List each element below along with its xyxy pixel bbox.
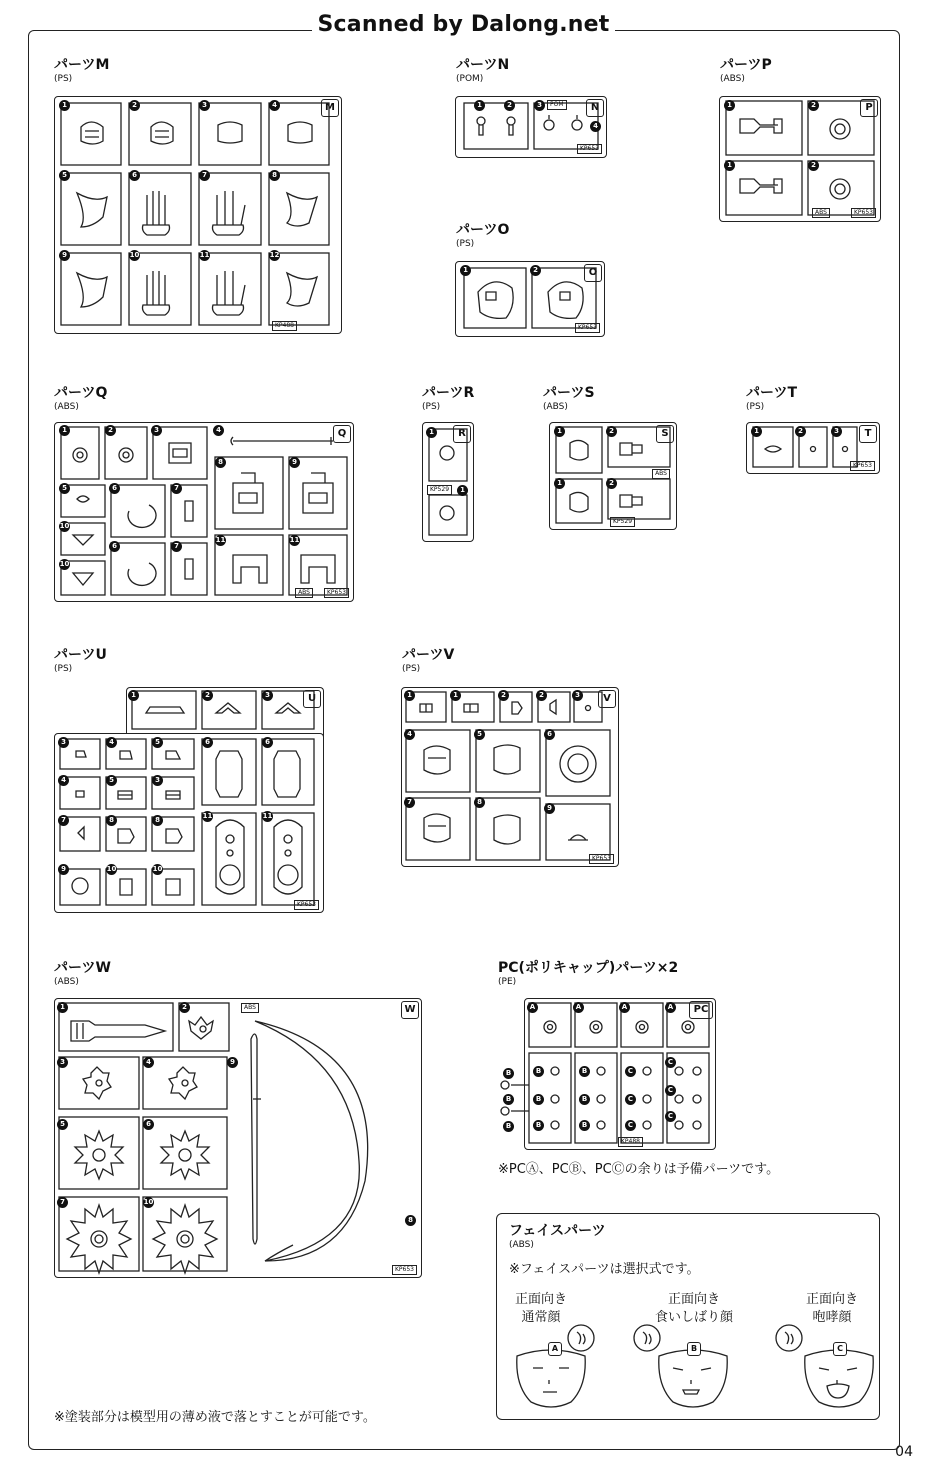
part-letter: A <box>527 1002 538 1013</box>
part-number: 3 <box>57 1057 68 1068</box>
part-number: 7 <box>58 815 69 826</box>
part-number: 4 <box>58 775 69 786</box>
part-number: 2 <box>536 690 547 701</box>
part-letter: C <box>625 1066 636 1077</box>
part-number: 1 <box>57 1002 68 1013</box>
face-option-a-line1: 正面向き <box>514 1292 567 1307</box>
face-option-b-line2: 食いしばり顔 <box>654 1310 733 1325</box>
part-number: 10 <box>59 560 70 568</box>
section-n-material: (POM) <box>456 74 484 84</box>
paint-removal-note: ※塗装部分は模型用の薄め液で落とすことが可能です。 <box>54 1410 376 1425</box>
section-pc-title: PC(ポリキャップ)パーツ×2 <box>498 960 679 976</box>
part-number: 8 <box>152 815 163 826</box>
page-number: 04 <box>895 1444 913 1460</box>
part-number: 11 <box>215 536 226 544</box>
face-parts-box <box>496 1213 880 1420</box>
part-number: 4 <box>269 100 280 111</box>
part-number: 1 <box>59 100 70 111</box>
part-number: 2 <box>498 690 509 701</box>
section-u-title: パーツU <box>54 647 107 663</box>
part-number: 6 <box>143 1119 154 1130</box>
part-number: 4 <box>106 737 117 748</box>
part-number: 1 <box>474 100 485 111</box>
part-letter: B <box>533 1094 544 1105</box>
part-number: 7 <box>404 797 415 808</box>
runner-s-abs-label: ABS <box>652 469 670 479</box>
part-number: 1 <box>59 425 70 436</box>
part-number: 2 <box>808 100 819 111</box>
part-number: 11 <box>289 536 300 544</box>
section-q-material: (ABS) <box>54 402 79 412</box>
runner-n-tag: N <box>586 99 604 117</box>
part-number: 8 <box>215 457 226 468</box>
part-number: 10 <box>59 522 70 530</box>
part-number: 4 <box>404 729 415 740</box>
runner-s-code: KP529 <box>610 517 635 527</box>
part-number: 2 <box>129 100 140 111</box>
runner-t-tag: T <box>859 425 877 443</box>
part-number: 8 <box>474 797 485 808</box>
part-number: 5 <box>152 737 163 748</box>
part-number: 7 <box>57 1197 68 1208</box>
part-number: 6 <box>544 729 555 740</box>
runner-q <box>54 422 354 602</box>
runner-u-tag: U <box>303 690 321 708</box>
part-number: 3 <box>831 426 842 437</box>
part-letter: B <box>503 1068 514 1079</box>
runner-p-tag: P <box>860 99 878 117</box>
part-number: 2 <box>179 1002 190 1013</box>
part-number: 6 <box>129 170 140 181</box>
part-number: 3 <box>572 690 583 701</box>
runner-r <box>422 422 474 542</box>
part-letter: B <box>579 1094 590 1105</box>
runner-t-parts <box>747 423 879 473</box>
runner-m-tag: M <box>321 99 339 117</box>
section-r-material: (PS) <box>422 402 441 412</box>
part-number: 3 <box>151 425 162 436</box>
section-q-title: パーツQ <box>54 385 108 401</box>
runner-w-code: KP653 <box>392 1265 417 1275</box>
part-number: 5 <box>106 775 117 786</box>
section-s-material: (ABS) <box>543 402 568 412</box>
face-option-b-line1: 正面向き <box>667 1292 720 1307</box>
part-number: 10 <box>143 1198 154 1206</box>
part-number: 8 <box>405 1215 416 1226</box>
face-b-letter: B <box>687 1342 701 1356</box>
part-number: 11 <box>202 812 213 820</box>
section-t-title: パーツT <box>746 385 797 401</box>
section-u-material: (PS) <box>54 664 73 674</box>
part-letter: B <box>503 1094 514 1105</box>
part-letter: B <box>533 1120 544 1131</box>
runner-n-pom-label: POM <box>547 100 567 110</box>
runner-m-parts <box>55 97 341 333</box>
part-number: 6 <box>109 541 120 552</box>
part-number: 1 <box>554 478 565 489</box>
face-illustrations <box>497 1214 879 1419</box>
section-n-title: パーツN <box>456 57 510 73</box>
part-number: 6 <box>202 737 213 748</box>
part-number: 1 <box>426 427 437 438</box>
part-number: 1 <box>724 100 735 111</box>
part-number: 5 <box>59 170 70 181</box>
runner-p <box>719 96 881 222</box>
part-number: 1 <box>457 485 468 496</box>
section-m-title: パーツM <box>54 57 110 73</box>
part-number: 7 <box>171 483 182 494</box>
part-number: 3 <box>58 737 69 748</box>
part-number: 3 <box>534 100 545 111</box>
section-p-title: パーツP <box>720 57 772 73</box>
face-parts-material: (ABS) <box>509 1240 534 1250</box>
part-number: 2 <box>105 425 116 436</box>
part-number: 11 <box>199 251 210 259</box>
section-o-material: (PS) <box>456 239 475 249</box>
part-letter: B <box>503 1121 514 1132</box>
part-number: 1 <box>751 426 762 437</box>
section-w-material: (ABS) <box>54 977 79 987</box>
part-number: 3 <box>262 690 273 701</box>
runner-u-parts <box>54 687 322 911</box>
runner-u-code: KP653 <box>294 900 319 910</box>
runner-p-abs-label: ABS <box>812 208 830 218</box>
runner-n <box>455 96 607 158</box>
part-number: 12 <box>269 251 280 259</box>
runner-q-abs-label: ABS <box>295 588 313 598</box>
part-number: 6 <box>262 737 273 748</box>
banner-text: Scanned by Dalong.net <box>312 12 616 37</box>
part-letter: C <box>665 1111 676 1122</box>
pc-spare-note: ※PCⒶ、PCⒷ、PCⒸの余りは予備パーツです。 <box>498 1162 780 1177</box>
runner-w <box>54 998 422 1278</box>
part-number: 8 <box>269 170 280 181</box>
runner-v-tag: V <box>598 690 616 708</box>
part-letter: A <box>619 1002 630 1013</box>
part-letter: C <box>665 1057 676 1068</box>
runner-o <box>455 261 605 337</box>
part-letter: A <box>573 1002 584 1013</box>
runner-t <box>746 422 880 474</box>
runner-q-tag: Q <box>333 425 351 443</box>
part-number: 9 <box>227 1057 238 1068</box>
part-number: 4 <box>143 1057 154 1068</box>
runner-w-parts <box>55 999 421 1277</box>
runner-r-parts <box>423 423 473 541</box>
part-number: 1 <box>450 690 461 701</box>
part-number: 10 <box>129 251 140 259</box>
part-number: 2 <box>530 265 541 276</box>
part-number: 2 <box>606 426 617 437</box>
part-number: 1 <box>554 426 565 437</box>
part-letter: B <box>579 1120 590 1131</box>
part-number: 9 <box>59 250 70 261</box>
runner-pc-code: KP488 <box>618 1137 643 1147</box>
face-a-letter: A <box>548 1342 562 1356</box>
section-o-title: パーツO <box>456 222 510 238</box>
runner-w-tag: W <box>401 1001 419 1019</box>
runner-r-tag: R <box>453 425 471 443</box>
part-number: 7 <box>171 541 182 552</box>
part-number: 11 <box>262 812 273 820</box>
runner-m-code: KP488 <box>272 321 297 331</box>
runner-o-code: KP653 <box>575 323 600 333</box>
section-w-title: パーツW <box>54 960 111 976</box>
part-number: 5 <box>474 729 485 740</box>
part-number: 2 <box>504 100 515 111</box>
runner-n-code: KP653 <box>577 144 602 154</box>
runner-v-parts <box>402 688 618 866</box>
part-number: 5 <box>59 483 70 494</box>
runner-pc-parts <box>525 999 715 1149</box>
part-number: 5 <box>57 1119 68 1130</box>
runner-pc-tag: PC <box>689 1001 713 1019</box>
runner-w-abs-label: ABS <box>241 1003 259 1013</box>
part-number: 8 <box>106 815 117 826</box>
runner-p-parts <box>720 97 880 221</box>
part-number: 10 <box>106 865 117 873</box>
part-number: 1 <box>128 690 139 701</box>
part-letter: B <box>533 1066 544 1077</box>
part-number: 2 <box>808 160 819 171</box>
runner-q-parts <box>55 423 353 601</box>
section-m-material: (PS) <box>54 74 73 84</box>
part-number: 10 <box>152 865 163 873</box>
part-letter: A <box>665 1002 676 1013</box>
runner-s-parts <box>550 423 676 529</box>
part-number: 4 <box>213 425 224 436</box>
part-number: 2 <box>202 690 213 701</box>
face-parts-note: ※フェイスパーツは選択式です。 <box>509 1262 700 1277</box>
part-number: 4 <box>590 121 601 132</box>
part-letter: C <box>625 1120 636 1131</box>
runner-t-code: KP653 <box>850 461 875 471</box>
section-r-title: パーツR <box>422 385 475 401</box>
part-number: 9 <box>289 457 300 468</box>
part-letter: C <box>665 1085 676 1096</box>
part-letter: B <box>579 1066 590 1077</box>
section-v-material: (PS) <box>402 664 421 674</box>
runner-s-tag: S <box>656 425 674 443</box>
runner-r-code: KP529 <box>427 485 452 495</box>
part-number: 1 <box>460 265 471 276</box>
runner-v-code: KP653 <box>589 854 614 864</box>
part-number: 9 <box>544 803 555 814</box>
face-parts-title: フェイスパーツ <box>509 1223 606 1239</box>
runner-q-code: KP653 <box>324 588 349 598</box>
runner-p-code: KP653 <box>851 208 876 218</box>
part-number: 1 <box>404 690 415 701</box>
section-pc-material: (PE) <box>498 977 517 987</box>
runner-pc <box>505 998 716 1150</box>
face-option-c-line2: 咆哮顔 <box>812 1310 852 1325</box>
runner-m <box>54 96 342 334</box>
scan-banner <box>0 12 927 37</box>
part-letter: C <box>625 1094 636 1105</box>
face-c-letter: C <box>833 1342 847 1356</box>
face-option-a-line2: 通常顔 <box>521 1310 561 1325</box>
part-number: 7 <box>199 170 210 181</box>
face-option-c-line1: 正面向き <box>805 1292 858 1307</box>
section-p-material: (ABS) <box>720 74 745 84</box>
section-t-material: (PS) <box>746 402 765 412</box>
part-number: 6 <box>109 483 120 494</box>
section-v-title: パーツV <box>402 647 455 663</box>
runner-v <box>401 687 619 867</box>
runner-o-tag: O <box>584 264 602 282</box>
part-number: 3 <box>199 100 210 111</box>
part-number: 3 <box>152 775 163 786</box>
part-number: 2 <box>795 426 806 437</box>
section-s-title: パーツS <box>543 385 595 401</box>
runner-s <box>549 422 677 530</box>
part-number: 1 <box>724 160 735 171</box>
part-number: 2 <box>606 478 617 489</box>
part-number: 9 <box>58 864 69 875</box>
